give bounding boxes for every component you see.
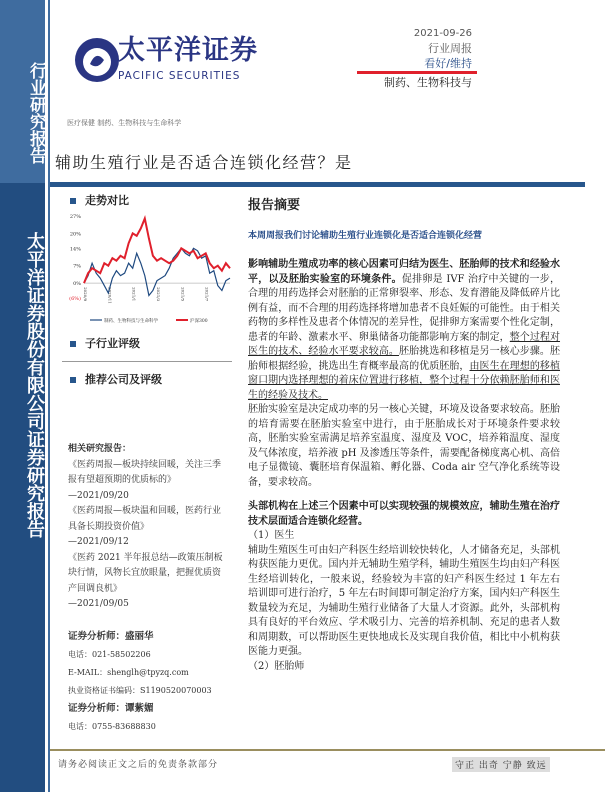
trend-heading: 走势对比 (70, 192, 129, 208)
y-tick-label: 20% (69, 231, 81, 238)
rating-underline (357, 71, 477, 74)
y-tick-label: 14% (69, 246, 81, 253)
x-tick-label: 2021/1 (131, 287, 137, 302)
related-report-title[interactable]: 《医药周报—板块温和回暖，医药行业具备长期投资价值》 (68, 506, 222, 532)
x-tick-label: 2021/3 (156, 287, 161, 302)
logo-text-en: PACIFIC SECURITIES (118, 70, 241, 82)
y-tick-label: 0% (73, 281, 81, 288)
summary-lead: 本周周报我们讨论辅助生殖行业连锁化是否适合连锁化经营 (248, 231, 483, 241)
related-report-date: —2021/09/05 (68, 599, 129, 609)
related-report-date: —2021/09/12 (68, 537, 129, 547)
legend-label: 沪深300 (190, 319, 208, 324)
x-tick-label: 2020/9 (83, 287, 88, 302)
footer-line (50, 749, 605, 751)
sidebar-bottom-label: 太平洋证券股份有限公司证券研究报告 (24, 232, 45, 538)
page-title: 辅助生殖行业是否适合连锁化经营？是 (55, 153, 353, 172)
analysts: 证券分析师：盛丽华 电话：021-58502206 E-MAIL：shenglh@tpyzq.com 执业资格证书编码：S1190520070003 证券分析师：谭紫媚 电话：0755-83688830 (68, 628, 233, 736)
related-report-date: —2021/09/20 (68, 490, 129, 501)
summary-body: 影响辅助生殖成功率的核心因素可归结为医生、胚胎师的技术和经验水平，以及胚胎实验室的环境条件。促排卵是 IVF 治疗中关键的一步，合理的用药选择会对胚胎的正常卵裂率、形态、发育潜能及降低碎片比例有益，而不合理的用药选择将增加患者不良妊娠的可能性。由于相关药物的多样性及患者个体情况的差异性，促排卵方案需要个性化定制，患者的年龄、激素水平、卵巢储备功能都影响方案的制定，整个过程对医生的技术、经验水平要求较高。胚胎挑选和移植是另一核心步骤。胚胎师根据经验，挑选出生育概率最高的优质胚胎，由医生在理想的移植窗口期内选择理想的着床位置进行移植，整个过程十分依赖胚胎师和医生的经验及技术。 胚胎实验室是决定成功率的另一核心关键，环境及设备要求较高。胚胎的培育需要在胚胎实验室中进行，由于胚胎成长对于环境条件要求较高，胚胎实验室需满足培养室温度、湿度及 VOC，培养箱温度、湿度及气体浓度，培养液 pH 及渗透压等条件，需要配备梯度离心机、高倍电子显微镜、囊胚培育保温箱、孵化器、Coda air 空气净化系统等设备，要求较高。 头部机构在上述三个因素中可以实现较强的规模效应，辅助生殖在治疗技术层面适合连锁化经营。 （1）医生 辅助生殖医生可由妇产科医生经培训较快转化，人才储备充足，头部机构获医能力更优。国内并无辅助生殖学科，辅助生殖医生均由妇产科医生经培训转化，一般来说，经验较为丰富的妇产科医生经过 1 年左右培训即可进行治疗，5 年左右时间即可制定治疗方案，国内妇产科医生数量较为充足，为辅助生殖行业储备了大量人才资源。此外，头部机构具有良好的平台效应、学术吸引力、完善的培养机制、充足的患者人数和周期数，可以帮助医生更快地成长及实现自我价值，相比中小机构获医能力更强。 （2）胚胎师 (248, 259, 561, 672)
series-line (84, 219, 230, 284)
divider (62, 361, 232, 362)
related-reports: 相关研究报告： 《医药周报—板块持续回暖，关注三季报有望超预期的优质标的》 —2021/09/20 《医药周报—板块温和回暖，医药行业具备长期投资价值》 —2021/09/12 《医药 2021 半年报总结—政策压制板块行情，风物长宜放眼量，把握优质资产回调良机》 —2021/09/05 (68, 442, 228, 613)
y-tick-label: 27% (69, 214, 81, 220)
report-type: 行业周报 (428, 42, 472, 55)
title-bar (50, 182, 585, 187)
x-tick-label: 2021/7 (204, 287, 210, 302)
y-tick-label: (6%) (69, 296, 81, 302)
related-report-title[interactable]: 《医药 2021 半年报总结—政策压制板块行情，风物长宜放眼量，把握优质资产回调良机》 (68, 552, 223, 594)
sub-rating-heading: 子行业评级 (70, 335, 140, 351)
sidebar-top-label: 行业研究报告 (26, 62, 46, 164)
analyst-email[interactable]: E-MAIL：shenglh@tpyzq.com (68, 668, 189, 677)
company-rating-heading: 推荐公司及评级 (70, 371, 162, 387)
bullet-icon (70, 377, 76, 383)
report-date: 2021-09-26 (413, 28, 472, 39)
logo-icon (60, 12, 120, 102)
x-tick-label: 2020/11 (107, 287, 113, 304)
summary-heading: 报告摘要 (248, 198, 301, 213)
y-tick-label: 7% (73, 263, 81, 270)
company-motto: 守正 出奇 宁静 致远 (452, 757, 550, 772)
industry-rating: 看好/维持 (424, 57, 472, 70)
sector-name: 制药、生物科技与 (384, 76, 472, 89)
x-tick-label: 2021/5 (180, 287, 186, 302)
trend-chart (62, 212, 234, 327)
breadcrumb: 医疗保健 制药、生物科技与生命科学 (67, 119, 182, 127)
disclaimer-note: 请务必阅读正文之后的免责条款部分 (58, 760, 219, 770)
logo-text-cn: 太平洋证券 (118, 35, 258, 66)
legend-label: 制药、生物科技与生命科学 (104, 319, 158, 324)
related-report-title[interactable]: 《医药周报—板块持续回暖，关注三季报有望超预期的优质标的》 (68, 459, 222, 485)
sidebar-divider (48, 0, 50, 792)
bullet-icon (70, 341, 76, 347)
bullet-icon (70, 198, 76, 204)
